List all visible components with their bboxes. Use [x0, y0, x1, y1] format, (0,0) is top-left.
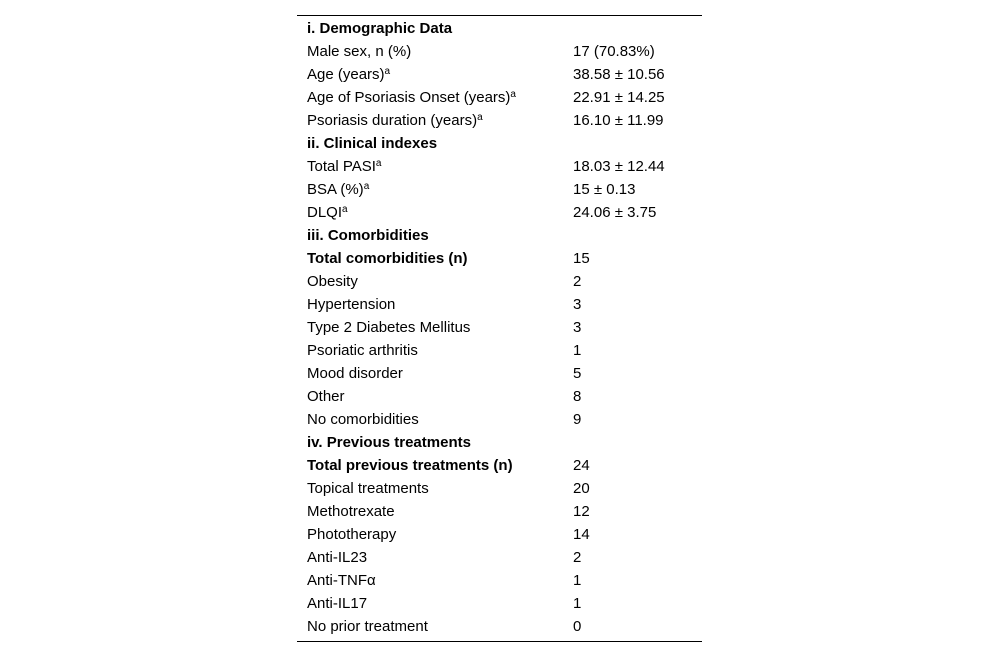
- row-label-text: Type 2 Diabetes Mellitus: [307, 319, 471, 336]
- table-body: [297, 17, 702, 638]
- row-value: 0: [573, 618, 582, 635]
- section-title: [307, 431, 471, 454]
- row-label-text: Age (years): [307, 66, 385, 83]
- row-label: [307, 592, 367, 615]
- row-label-text: Psoriatic arthritis: [307, 342, 418, 359]
- row-label-text: iv. Previous treatments: [307, 434, 471, 451]
- section-title: [307, 132, 437, 155]
- table-row: [297, 155, 702, 178]
- row-label-text: No prior treatment: [307, 618, 428, 635]
- row-label: [307, 316, 470, 339]
- row-label-text: Age of Psoriasis Onset (years): [307, 89, 511, 106]
- table-row: [297, 569, 702, 592]
- row-label: [307, 523, 396, 546]
- footnote-marker: a: [384, 66, 391, 77]
- row-value: 5: [573, 365, 582, 382]
- row-label: [307, 63, 390, 86]
- section-header-row: [297, 132, 702, 155]
- row-value: 20: [573, 480, 590, 497]
- section-header-row: [297, 431, 702, 454]
- row-label: [307, 109, 483, 132]
- row-value: 3: [573, 319, 582, 336]
- table-row: [297, 362, 702, 385]
- table-row: [297, 178, 702, 201]
- row-label-text: Anti-IL17: [307, 595, 368, 612]
- row-label-text: Anti-TNFα: [307, 572, 376, 589]
- row-value: 12: [573, 503, 590, 520]
- row-value: 2: [573, 549, 582, 566]
- table-row: [297, 247, 702, 270]
- row-value: 2: [573, 273, 582, 290]
- table-row: [297, 293, 702, 316]
- table-row: [297, 500, 702, 523]
- row-label-text: Other: [307, 388, 345, 405]
- row-label: [307, 569, 376, 592]
- row-label-text: Obesity: [307, 273, 358, 290]
- row-label-text: Total PASI: [307, 158, 376, 175]
- row-value: 17 (70.83%): [573, 43, 655, 60]
- table-row: [297, 408, 702, 431]
- row-value: 22.91 ± 14.25: [573, 89, 665, 106]
- row-value: 1: [573, 342, 582, 359]
- row-label: [307, 339, 418, 362]
- row-value: 8: [573, 388, 582, 405]
- row-label: [307, 40, 411, 63]
- row-label: [307, 247, 468, 270]
- row-label: [307, 86, 516, 109]
- row-label: [307, 293, 395, 316]
- row-label: [307, 500, 395, 523]
- table-row: [297, 339, 702, 362]
- row-value: 15: [573, 250, 590, 267]
- table-row: [297, 592, 702, 615]
- row-label-text: iii. Comorbidities: [307, 227, 429, 244]
- row-value: 9: [573, 411, 582, 428]
- footnote-marker: a: [342, 204, 348, 215]
- footnote-marker: a: [510, 89, 516, 100]
- table-row: [297, 109, 702, 132]
- row-label: [307, 270, 358, 293]
- row-value: 24.06 ± 3.75: [573, 204, 657, 221]
- row-label: [307, 385, 345, 408]
- section-header-row: [297, 224, 702, 247]
- row-value: 1: [573, 572, 582, 589]
- row-value: 16.10 ± 11.99: [573, 112, 664, 129]
- row-label: [307, 454, 513, 477]
- row-label: [307, 615, 428, 638]
- patient-characteristics-table: [297, 15, 702, 642]
- table-row: [297, 86, 702, 109]
- row-label: [307, 408, 419, 431]
- row-label-text: No comorbidities: [307, 411, 419, 428]
- row-label-text: Total previous treatments (n): [307, 457, 513, 474]
- row-label: [307, 155, 381, 178]
- row-value: 1: [573, 595, 582, 612]
- row-label: [307, 178, 369, 201]
- row-label-text: ii. Clinical indexes: [307, 135, 438, 152]
- footnote-marker: a: [375, 158, 382, 169]
- table-row: [297, 270, 702, 293]
- section-title: [307, 224, 429, 247]
- row-label-text: Methotrexate: [307, 503, 395, 520]
- row-label: [307, 201, 348, 224]
- table-row: [297, 201, 702, 224]
- section-title: [307, 17, 452, 40]
- row-label-text: Mood disorder: [307, 365, 403, 382]
- section-header-row: [297, 17, 702, 40]
- row-value: 38.58 ± 10.56: [573, 66, 665, 83]
- row-label: [307, 477, 429, 500]
- table-row: [297, 523, 702, 546]
- row-label-text: Topical treatments: [307, 480, 429, 497]
- row-label: [307, 362, 403, 385]
- row-label-text: Hypertension: [307, 296, 396, 313]
- table-row: [297, 385, 702, 408]
- table-row: [297, 454, 702, 477]
- row-label-text: DLQI: [307, 204, 343, 221]
- row-value: 3: [573, 296, 582, 313]
- footnote-marker: a: [363, 181, 370, 192]
- row-label-text: BSA (%): [307, 181, 364, 198]
- table-row: [297, 546, 702, 569]
- row-label-text: Male sex, n (%): [307, 43, 412, 60]
- row-label-text: Anti-IL23: [307, 549, 368, 566]
- row-value: 15 ± 0.13: [573, 181, 636, 198]
- table-row: [297, 316, 702, 339]
- table-row: [297, 477, 702, 500]
- row-value: 14: [573, 526, 590, 543]
- row-label-text: Psoriasis duration (years): [307, 112, 478, 129]
- footnote-marker: a: [477, 112, 483, 123]
- row-label-text: Phototherapy: [307, 526, 397, 543]
- row-value: 18.03 ± 12.44: [573, 158, 665, 175]
- row-label-text: Total comorbidities (n): [307, 250, 468, 267]
- table-row: [297, 63, 702, 86]
- row-value: 24: [573, 457, 590, 474]
- table-row: [297, 615, 702, 638]
- table-row: [297, 40, 702, 63]
- row-label: [307, 546, 367, 569]
- row-label-text: i. Demographic Data: [307, 20, 453, 37]
